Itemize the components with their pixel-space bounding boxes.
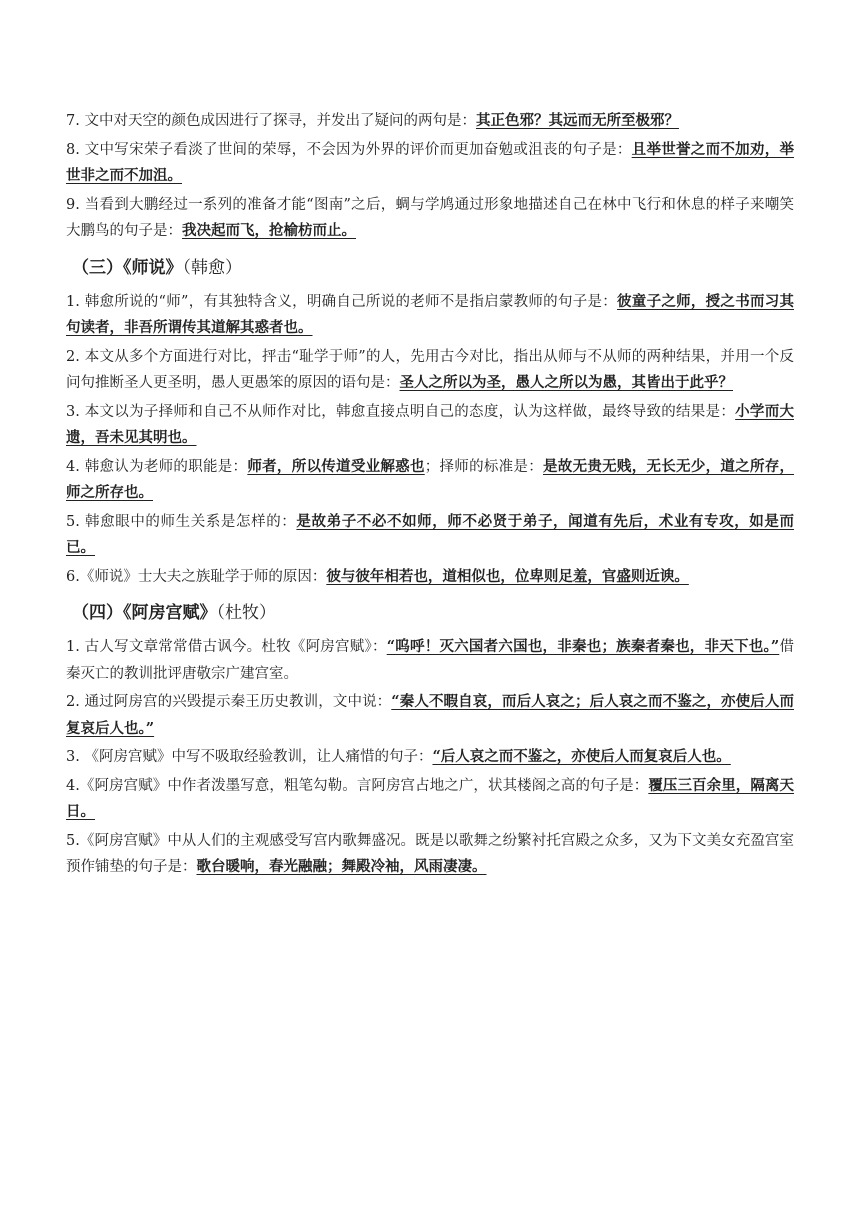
question-b6 — [66, 564, 794, 591]
question-c1 — [66, 634, 794, 687]
question-text: 3. 本文以为子择师和自己不从师作对比，韩愈直接点明自己的态度，认为这样做，最终导致的结果是： — [66, 403, 736, 420]
question-text: 9. 当看到大鹏经过一系列的准备才能“图南”之后，蜩与学鸠通过形象地描述自己在林中飞行和休息的样子来嘲笑大鹏鸟的句子是： — [66, 196, 794, 239]
question-text: 3. 《阿房宫赋》中写不吸取经验教训，让人痛惜的句子： — [66, 749, 433, 765]
question-c2 — [66, 689, 794, 742]
question-b3 — [66, 399, 794, 452]
answer-text: 是故无贵无贱，无长无少，道之所存，师之所存也。 — [66, 457, 795, 501]
section-heading-afanggongfu — [72, 598, 794, 628]
answer-text: “呜呼！灭六国者六国也，非秦也；族秦者秦也，非天下也。” — [386, 638, 780, 655]
answer-text: 彼童子之师，授之书而习其句读者，非吾所谓传其道解其惑者也。 — [66, 292, 794, 336]
question-text: 1. 古人写文章常常借古讽今。杜牧《阿房宫赋》： — [66, 639, 387, 655]
question-b4 — [66, 454, 794, 507]
question-text: 5.《阿房宫赋》中从人们的主观感受写宫内歌舞盛况。既是以歌舞之纷繁衬托宫殿之众多，又为下文美女充盈宫室预作铺垫的句子是： — [66, 832, 794, 875]
section-author: （杜牧） — [216, 603, 276, 623]
question-text: ；择师的标准是： — [424, 458, 543, 475]
question-text: 4. 韩愈认为老师的职能是： — [66, 458, 248, 475]
answer-text: “秦人不暇自哀，而后人哀之；后人哀之而不鉴之，亦使后人而复哀后人也。” — [66, 693, 794, 737]
question-9 — [66, 192, 794, 245]
answer-text: 我决起而飞，抢榆枋而止。 — [182, 222, 356, 239]
answer-text: 小学而大遗，吾未见其明也。 — [66, 402, 794, 446]
answer-text: 彼与彼年相若也，道相似也，位卑则足羞，官盛则近谀。 — [326, 567, 689, 585]
question-c3 — [66, 744, 794, 771]
section-heading-shishuo — [72, 253, 794, 283]
section-author: （韩愈） — [182, 257, 242, 278]
question-text: 5. 韩愈眼中的师生关系是怎样的： — [66, 513, 297, 530]
question-text: 2. 通过阿房宫的兴毁提示秦王历史教训，文中说： — [66, 694, 392, 710]
question-c5 — [66, 828, 794, 881]
section-title: （四）《阿房宫赋》 — [72, 603, 217, 623]
answer-text: “后人哀之而不鉴之，亦使后人而复哀后人也。 — [432, 748, 731, 765]
question-text: 6.《师说》士大夫之族耻学于师的原因： — [66, 568, 327, 585]
answer-text: 圣人之所以为圣，愚人之所以为愚，其皆出于此乎？ — [399, 374, 733, 391]
answer-text: 且举世誉之而不加劝，举世非之而不加沮。 — [66, 140, 794, 184]
question-text: 7. 文中对天空的颜色成因进行了探寻，并发出了疑问的两句是： — [66, 113, 476, 129]
question-text: 4.《阿房宫赋》中作者泼墨写意，粗笔勾勒。言阿房宫占地之广，状其楼阁之高的句子是： — [66, 777, 649, 794]
question-b2 — [66, 344, 794, 397]
answer-text: 师者，所以传道受业解惑也 — [247, 457, 425, 475]
question-7 — [66, 108, 794, 135]
answer-text: 其正色邪？其远而无所至极邪？ — [475, 112, 679, 129]
question-text: 8. 文中写宋荣子看淡了世间的荣辱，不会因为外界的评价而更加奋勉或沮丧的句子是： — [66, 141, 632, 158]
answer-text: 是故弟子不必不如师，师不必贤于弟子，闻道有先后，术业有专攻，如是而已。 — [66, 512, 794, 556]
question-b1 — [66, 289, 794, 342]
section-title: （三）《师说》 — [72, 257, 183, 278]
question-8 — [66, 137, 794, 190]
question-text: 借秦灭亡的教训批评唐敬宗广建宫室。 — [66, 639, 794, 682]
question-b5 — [66, 509, 794, 562]
question-text: 2. 本文从多个方面进行对比，抨击“耻学于师”的人，先用古今对比，指出从师与不从师的两种结果，并用一个反问句推断圣人更圣明，愚人更愚笨的原因的语句是： — [66, 348, 794, 391]
answer-text: 覆压三百余里，隔离天日。 — [66, 776, 794, 820]
question-text: 1. 韩愈所说的“师”，有其独特含义，明确自己所说的老师不是指启蒙教师的句子是： — [66, 293, 618, 310]
question-c4 — [66, 773, 794, 826]
answer-text: 歌台暖响，春光融融；舞殿冷袖，风雨凄凄。 — [196, 858, 487, 875]
